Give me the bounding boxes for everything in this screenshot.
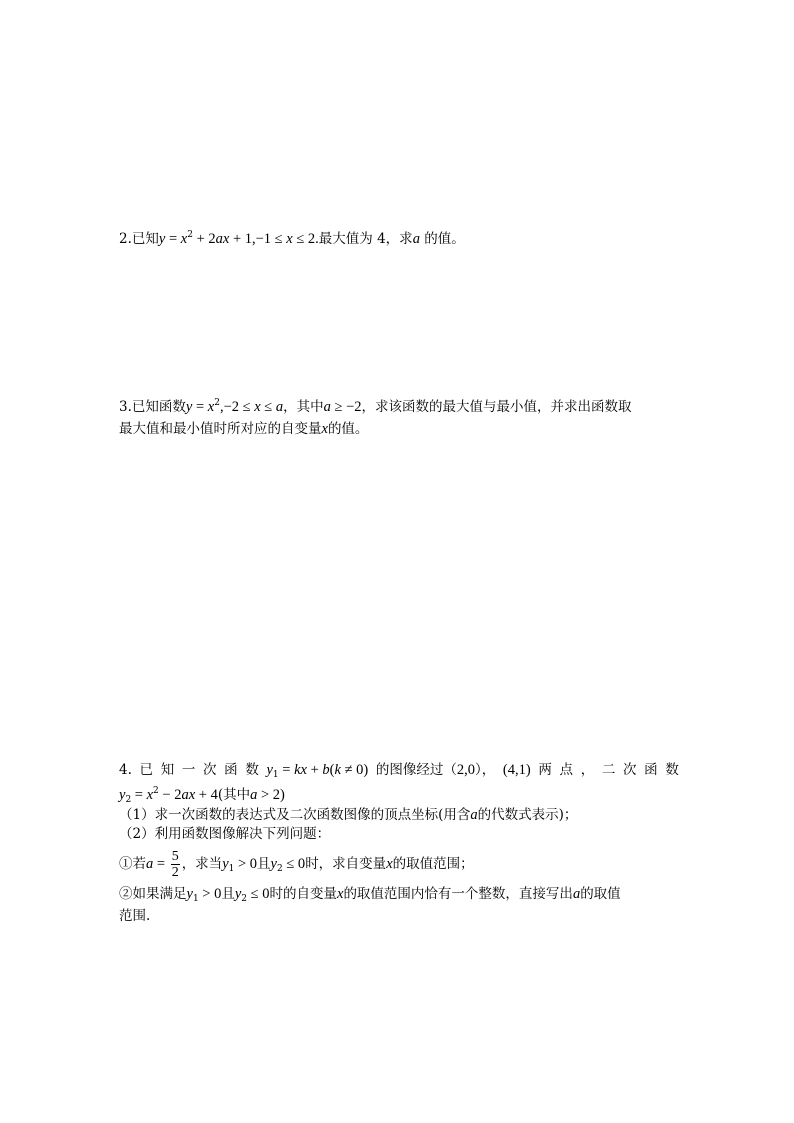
q4-sub2-y1-sub: 1 (192, 894, 199, 904)
q4-sub1-eq: = (153, 856, 169, 872)
q4-word: 已 (139, 762, 154, 778)
q4-part1-a: a (470, 807, 478, 823)
question-3-line-1 (119, 397, 679, 417)
q3-eq: = (192, 399, 208, 415)
q4-x: x (146, 787, 154, 803)
q2-suffix: 的值。 (419, 231, 465, 247)
q4-cond-open: (其中 (217, 787, 251, 803)
q2-a: a (412, 231, 420, 247)
q4-sub1-a: a (146, 856, 154, 872)
q4-sub2-a: a (572, 886, 581, 902)
q4-cond-rest: > 2) (257, 787, 285, 803)
q2-le2: ≤ 2. (292, 231, 319, 247)
q4-word: 一 (181, 762, 196, 778)
q3-var-x2: x (254, 399, 261, 415)
q3-a2: a (323, 399, 331, 415)
q3-var-y: y (185, 399, 193, 415)
q4-minus2: − 2 (158, 787, 182, 803)
q4-word: 点 (559, 762, 574, 778)
q4-sub1-le: ≤ 0 (282, 856, 306, 872)
q4-point-2: (4,1) (502, 762, 531, 778)
q4-exp: 2 (153, 786, 159, 796)
q2-var-x2: x (286, 231, 293, 247)
q4-sub2-suffix: 的取值 (580, 886, 621, 902)
q4-sub1-y2: y (270, 856, 277, 872)
q4-sub2-y2: y (234, 886, 242, 902)
q3-le: ≤ (260, 399, 276, 415)
q3-rest: ，求该函数的最大值与最小值，并求出函数取 (361, 399, 632, 415)
q4-cond-a: a (250, 787, 258, 803)
q4-sub1-y1: y (222, 856, 229, 872)
q4-ax: ax (181, 787, 196, 803)
question-4-line-1 (119, 760, 679, 780)
q3-prefix: 3.已知函数 (119, 399, 186, 415)
q3-comma: ，其中 (283, 399, 324, 415)
q4-sub1-prefix: ①若 (119, 856, 146, 872)
question-4-sub-1 (119, 849, 679, 880)
q2-eq: = (165, 231, 181, 247)
q2-var-y: y (158, 231, 166, 247)
question-4-part-2 (119, 824, 679, 844)
q4-sub2-rest: 的取值范围内恰有一个整数，直接写出 (343, 886, 573, 902)
q4-sub1-y1-sub: 1 (228, 864, 235, 874)
q4-part2-text: （2）利用函数图像解决下列问题： (119, 826, 331, 842)
q4-part1-suffix: 的代数式表示)； (477, 807, 578, 823)
q4-sub2-and: 且 (221, 886, 235, 902)
q3-var-x: x (207, 399, 215, 415)
q4-sub1-fraction (171, 849, 180, 880)
q3-line2-prefix: 最大值和最小值时所对应的自变量 (119, 421, 322, 437)
q4-sub2-le: ≤ 0 (247, 886, 270, 902)
q4-word: ， (580, 762, 595, 778)
question-3-line-2 (119, 419, 679, 439)
q4-word: 知 (160, 762, 175, 778)
q4-number: 4. (119, 762, 132, 778)
q3-ge: ≥ −2 (330, 399, 362, 415)
question-4-sub-2-line-2 (119, 906, 679, 926)
question-4-part-1 (119, 805, 679, 825)
q3-line2-suffix: 的值。 (327, 421, 369, 437)
q4-plus4: + 4 (195, 787, 218, 803)
q4-word: 数 (665, 762, 679, 778)
q4-sub2-x: x (337, 886, 344, 902)
q4-part1-prefix: （1）求一次函数的表达式及二次函数图像的顶点坐标(用含 (119, 807, 471, 823)
q4-word: 次 (203, 762, 217, 778)
q3-exp: 2 (214, 398, 220, 408)
q2-exp: 2 (187, 230, 193, 240)
q4-eq: = (131, 787, 147, 803)
question-4-sub-2-line-1 (119, 884, 679, 904)
q4-word: 次 (623, 762, 637, 778)
q4-y2-sub: 2 (125, 795, 132, 805)
fraction-denominator: 2 (171, 865, 179, 880)
q2-plus1: + 1,−1 ≤ (229, 231, 287, 247)
question-2 (119, 229, 679, 249)
fraction-numerator: 5 (171, 849, 179, 864)
q4-word: 二 (601, 762, 616, 778)
q4-sub2-mid: 时的自变量 (269, 886, 337, 902)
q4-linear-expr: $y_1$ = kx + b(k ≠ 0) (266, 762, 369, 780)
q4-sub1-suffix: 的取值范围； (392, 856, 474, 872)
q4-sub1-y2-sub: 2 (276, 864, 283, 874)
q4-sub2-gt: > 0 (198, 886, 222, 902)
q4-sub2-prefix: ②如果满足 (119, 886, 187, 902)
q4-sub1-gt: > 0 (234, 856, 258, 872)
q4-sub1-and: 且 (257, 856, 271, 872)
question-4-line-2 (119, 785, 679, 805)
q4-sub2-y2-sub: 2 (241, 894, 248, 904)
q4-word: 函 (644, 762, 658, 778)
q2-prefix: 2.已知 (119, 231, 159, 247)
q4-word: 数 (245, 762, 259, 778)
q2-var-x: x (180, 231, 188, 247)
q4-word: 两 (538, 762, 552, 778)
q2-plus2: + 2 (192, 231, 216, 247)
q4-word: 函 (224, 762, 238, 778)
q4-sub1-mid1: ，求当 (181, 856, 223, 872)
q4-sub1-x: x (386, 856, 393, 872)
q4-y2: y (119, 787, 126, 803)
q4-pass-through: 的图像经过（2,0）， (375, 762, 496, 778)
q4-sub2-y1: y (186, 886, 193, 902)
q2-mid: 最大值为 4，求 (318, 231, 413, 247)
q3-a: a (275, 399, 284, 415)
q4-sub2-line2: 范围. (119, 908, 151, 924)
q3-range: ,−2 ≤ (219, 399, 255, 415)
q2-ax: ax (215, 231, 230, 247)
q4-sub1-mid2: 时，求自变量 (305, 856, 387, 872)
q3-var-x3: x (321, 421, 328, 437)
